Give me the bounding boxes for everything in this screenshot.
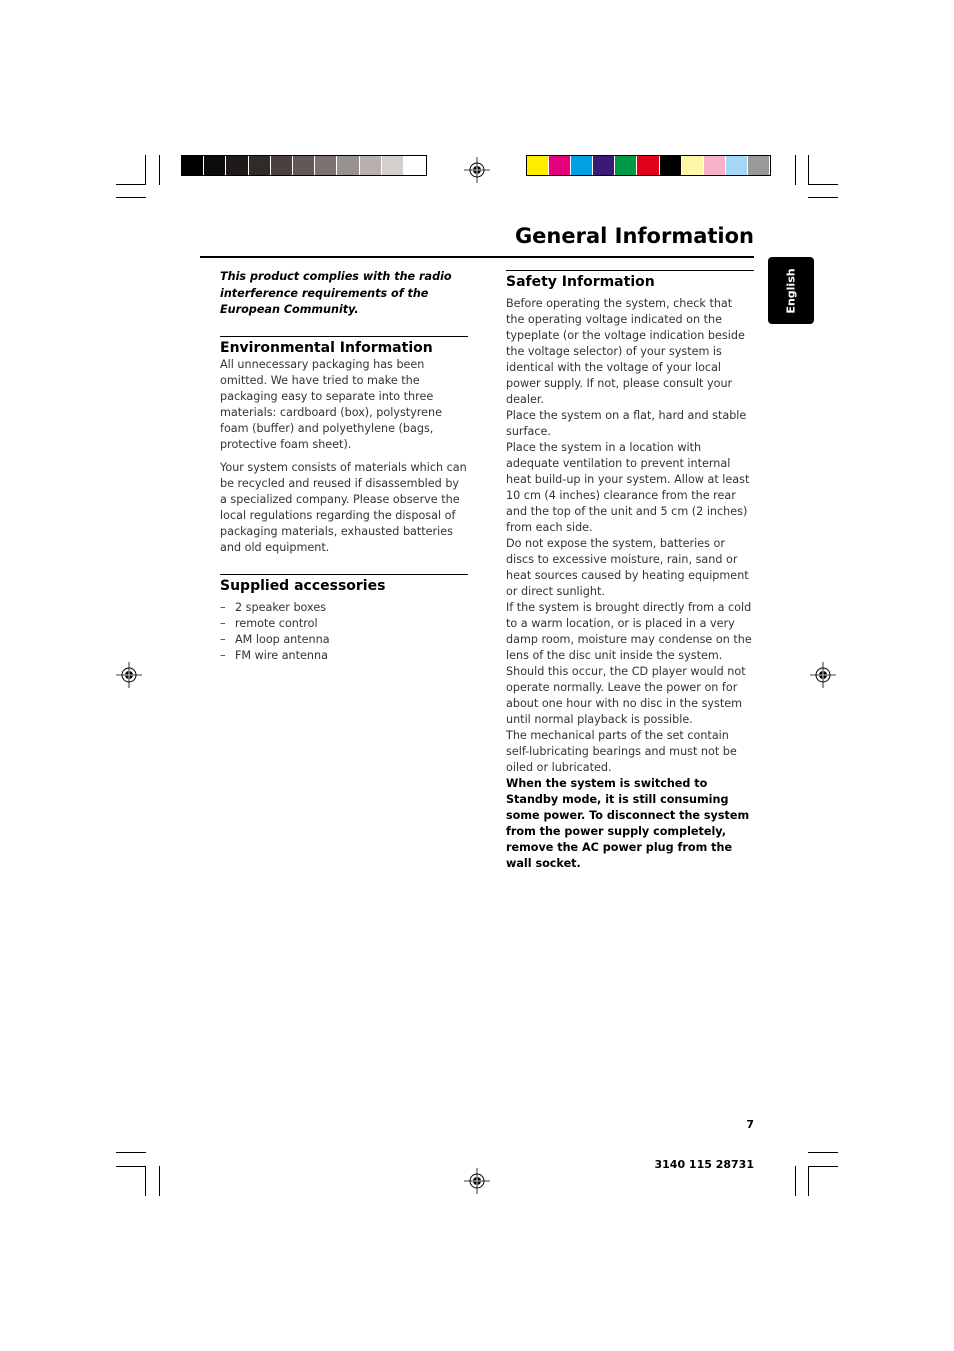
list-item: – AM loop antenna — [220, 632, 468, 648]
color-swatch — [682, 156, 704, 175]
grayscale-calibration-strip — [181, 155, 427, 176]
crop-mark — [808, 184, 838, 185]
color-calibration-strip — [526, 155, 771, 176]
list-item: – 2 speaker boxes — [220, 600, 468, 616]
crop-mark — [795, 1166, 796, 1196]
compliance-statement: This product complies with the radio interference requirements of the European Community. — [220, 270, 452, 316]
list-item: – FM wire antenna — [220, 648, 468, 664]
registration-mark-icon — [810, 662, 836, 688]
color-swatch — [615, 156, 637, 175]
gray-swatch — [360, 156, 382, 175]
environmental-heading: Environmental Information — [220, 336, 468, 357]
safety-heading: Safety Information — [506, 270, 754, 291]
gray-swatch — [293, 156, 315, 175]
left-column — [220, 269, 468, 664]
color-swatch — [571, 156, 593, 175]
crop-mark — [159, 155, 160, 185]
color-swatch — [726, 156, 748, 175]
color-swatch — [549, 156, 571, 175]
right-column — [506, 270, 754, 872]
gray-swatch — [337, 156, 359, 175]
accessories-list — [220, 600, 468, 664]
list-item: – remote control — [220, 616, 468, 632]
safety-paragraph: If the system is brought directly from a cold to a warm location, or is placed in a very damp room, moisture may condense on the lens of the disc unit inside the system. Should this occur, the CD player would not operate normally. Leave the power on for about one hour with no disc in the system until normal playback is possible. — [506, 601, 752, 726]
crop-mark — [116, 197, 146, 198]
gray-swatch — [315, 156, 337, 175]
registration-mark-icon — [464, 1168, 490, 1194]
crop-mark — [795, 155, 796, 185]
gray-swatch — [204, 156, 226, 175]
document-code: 3140 115 28731 — [654, 1158, 754, 1171]
standby-warning: When the system is switched to Standby mode, it is still consuming some power. To disconnect the system from the power supply completely, remove the AC power plug from the wall socket. — [506, 777, 750, 870]
color-swatch — [637, 156, 659, 175]
color-swatch — [527, 156, 549, 175]
registration-mark-icon — [464, 157, 490, 183]
safety-paragraph: Before operating the system, check that the operating voltage indicated on the typeplate (or the voltage indication beside the voltage selector) of your system is identical with the voltage of your local power supply. If not, please consult your dealer. — [506, 297, 745, 406]
gray-swatch — [249, 156, 271, 175]
environmental-paragraph: All unnecessary packaging has been omitted. We have tried to make the packaging easy to separate into three materials: cardboard (box), polystyrene foam (buffer) and polyethylene (bags, protective foam sheet). — [220, 357, 443, 451]
crop-mark — [808, 155, 809, 185]
page-number: 7 — [746, 1118, 754, 1131]
crop-mark — [808, 1166, 838, 1167]
color-swatch — [593, 156, 615, 175]
crop-mark — [116, 1152, 146, 1153]
registration-mark-icon — [116, 662, 142, 688]
gray-swatch — [382, 156, 404, 175]
language-tab-label: English — [784, 267, 798, 314]
crop-mark — [145, 1166, 146, 1196]
title-rule — [200, 256, 754, 258]
safety-paragraph: Do not expose the system, batteries or discs to excessive moisture, rain, sand or heat sources caused by heating equipment or direct sunlight. — [506, 537, 749, 598]
safety-paragraph: Place the system in a location with adequate ventilation to prevent internal heat build-up in your system. Allow at least 10 cm (4 inches) clearance from the rear and the top of the unit and 5 cm (2 inches) from each side. — [506, 441, 750, 534]
safety-paragraph: The mechanical parts of the set contain self-lubricating bearings and must not be oiled or lubricated. — [506, 729, 737, 774]
language-tab — [768, 257, 814, 324]
accessories-heading: Supplied accessories — [220, 574, 468, 595]
safety-paragraph: Place the system on a flat, hard and stable surface. — [506, 409, 747, 438]
crop-mark — [116, 184, 146, 185]
page-title: General Information — [514, 224, 754, 248]
crop-mark — [159, 1166, 160, 1196]
crop-mark — [808, 197, 838, 198]
environmental-paragraph: Your system consists of materials which can be recycled and reused if disassembled by a specialized company. Please observe the local regulations regarding the disposal of packaging materials, exhausted batteries and old equipment. — [220, 460, 467, 554]
gray-swatch — [226, 156, 248, 175]
crop-mark — [145, 155, 146, 185]
crop-mark — [116, 1166, 146, 1167]
gray-swatch — [404, 156, 426, 175]
color-swatch — [748, 156, 770, 175]
gray-swatch — [271, 156, 293, 175]
crop-mark — [808, 1166, 809, 1196]
gray-swatch — [182, 156, 204, 175]
crop-mark — [808, 1152, 838, 1153]
color-swatch — [660, 156, 682, 175]
color-swatch — [704, 156, 726, 175]
